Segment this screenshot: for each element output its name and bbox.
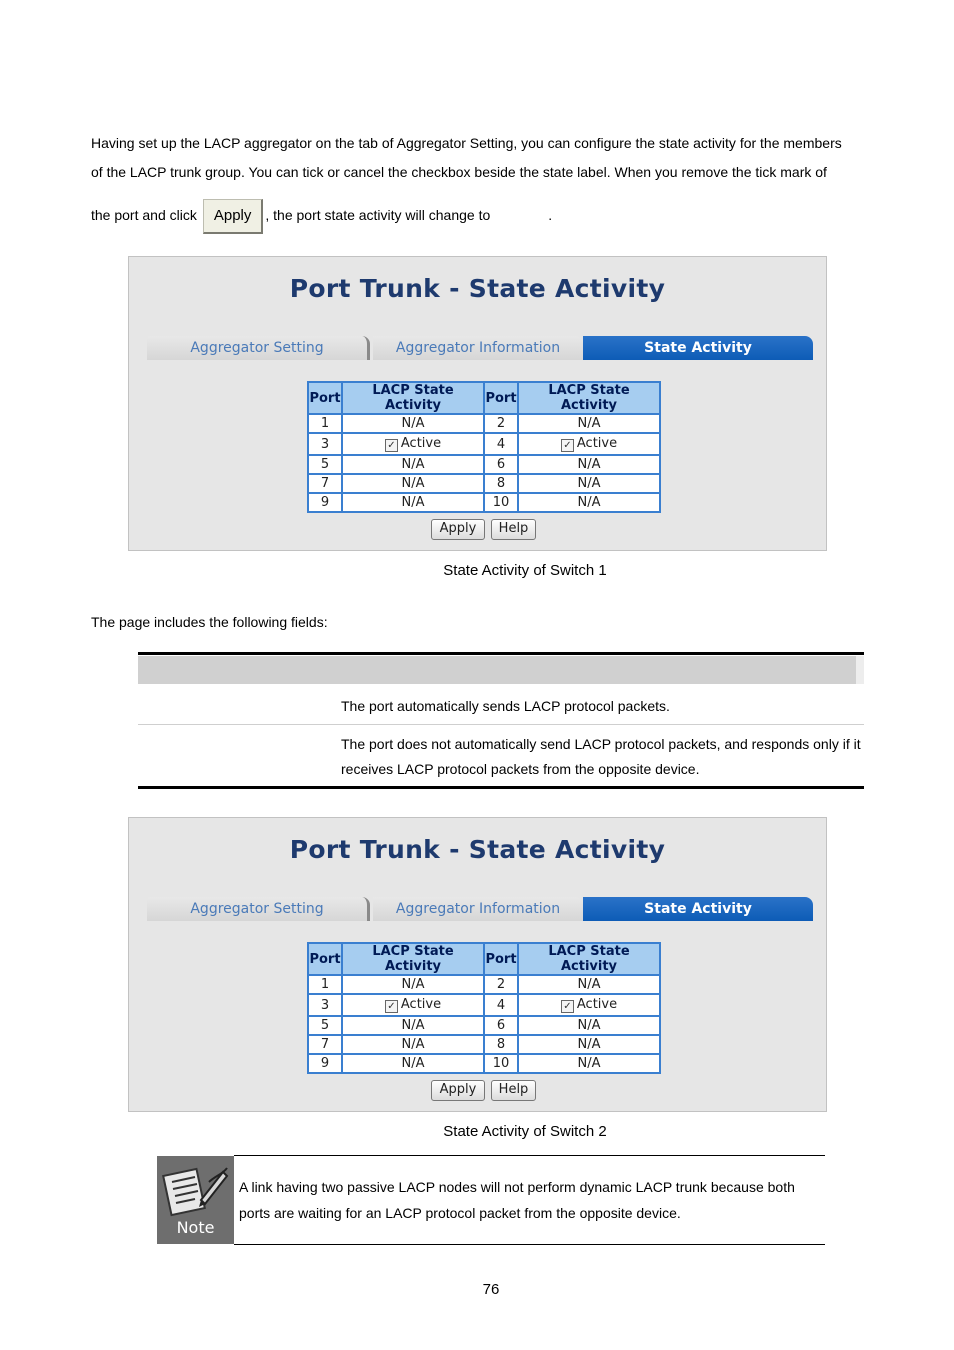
state-activity-table (307, 381, 661, 513)
port-cell: 7 (308, 1035, 342, 1054)
note-icon (157, 1156, 234, 1244)
state-cell: N/A (518, 493, 660, 512)
state-cell: N/A (342, 414, 484, 433)
port-cell: 6 (484, 1016, 518, 1035)
tab-aggregator-information[interactable]: Aggregator Information (373, 336, 583, 360)
intro-line-2: of the LACP trunk group. You can tick or cancel the checkbox beside the state label. When you remove the tick mark of (91, 164, 827, 180)
intro-paragraph (91, 129, 864, 187)
screenshot-title: Port Trunk - State Activity (289, 835, 666, 864)
field-description: The port does not automatically send LACP protocol packets, and responds only if it receives LACP protocol packets from the opposite device. (341, 736, 861, 777)
tab-state-activity[interactable]: State Activity (583, 897, 813, 921)
screenshot-title: Port Trunk - State Activity (289, 274, 666, 303)
state-cell: N/A (518, 975, 660, 994)
port-cell: 5 (308, 1016, 342, 1035)
col-header-state: LACP State Activity (342, 943, 484, 975)
tab-bar (147, 336, 813, 360)
port-cell: 4 (484, 433, 518, 455)
intro-line-3-post: , the port state activity will change to (265, 207, 491, 224)
col-header-port: Port (484, 943, 518, 975)
port-cell: 1 (308, 414, 342, 433)
state-cell: N/A (342, 1016, 484, 1035)
table-row (308, 414, 660, 433)
port-cell: 10 (484, 1054, 518, 1073)
port-cell: 2 (484, 414, 518, 433)
state-label: Active (400, 997, 442, 1012)
state-activity-screenshot-2 (128, 817, 827, 1112)
state-cell: N/A (518, 1035, 660, 1054)
state-cell: N/A (518, 1016, 660, 1035)
state-cell: N/A (342, 975, 484, 994)
state-cell (518, 994, 660, 1016)
state-cell: N/A (342, 455, 484, 474)
intro-line-3 (91, 199, 864, 234)
state-cell: N/A (518, 1054, 660, 1073)
intro-line-3-pre: the port and click (91, 207, 197, 224)
table-top-rule (138, 652, 864, 655)
table-row (308, 975, 660, 994)
tab-bar (147, 897, 813, 921)
col-header-state: LACP State Activity (518, 382, 660, 414)
note-icon-label: Note (176, 1218, 215, 1237)
state-cell (342, 433, 484, 455)
note-box (157, 1155, 825, 1245)
state-cell: N/A (342, 474, 484, 493)
col-header-port: Port (308, 382, 342, 414)
table-row (308, 1054, 660, 1073)
port-cell: 9 (308, 1054, 342, 1073)
port-cell: 3 (308, 994, 342, 1016)
table-header (138, 656, 864, 684)
state-cell: N/A (342, 493, 484, 512)
port-cell: 7 (308, 474, 342, 493)
state-activity-table (307, 942, 661, 1074)
state-cell: N/A (342, 1035, 484, 1054)
tab-aggregator-setting[interactable]: Aggregator Setting (147, 336, 370, 360)
port-cell: 4 (484, 994, 518, 1016)
help-button[interactable]: Help (491, 519, 536, 540)
port-cell: 10 (484, 493, 518, 512)
apply-button[interactable]: Apply (431, 1080, 485, 1101)
state-cell (342, 994, 484, 1016)
table-row (308, 1016, 660, 1035)
table-row (308, 474, 660, 493)
state-label: Active (576, 997, 618, 1012)
table-row (308, 1035, 660, 1054)
state-cell: N/A (342, 1054, 484, 1073)
help-button[interactable]: Help (491, 1080, 536, 1101)
port-cell: 8 (484, 474, 518, 493)
state-activity-screenshot-1 (128, 256, 827, 551)
state-label: Active (400, 436, 442, 451)
tab-aggregator-setting[interactable]: Aggregator Setting (147, 897, 370, 921)
page-number: 76 (482, 1281, 500, 1298)
table-row (308, 493, 660, 512)
state-cell: N/A (518, 455, 660, 474)
port-cell: 5 (308, 455, 342, 474)
note-top-rule (234, 1155, 825, 1156)
apply-button[interactable]: Apply (431, 519, 485, 540)
table-row (308, 994, 660, 1016)
col-header-port: Port (308, 943, 342, 975)
inline-apply-button: Apply (203, 199, 264, 234)
state-cell (518, 433, 660, 455)
table-row (308, 433, 660, 455)
field-row-passive (138, 730, 864, 784)
note-text: A link having two passive LACP nodes will not perform dynamic LACP trunk because both ports are waiting for an LACP protocol packet from the opposite device. (239, 1179, 795, 1221)
port-cell: 9 (308, 493, 342, 512)
state-cell: N/A (518, 474, 660, 493)
active-checkbox[interactable]: ✓ (561, 1000, 574, 1013)
port-cell: 6 (484, 455, 518, 474)
table-bottom-rule (138, 786, 864, 789)
port-cell: 1 (308, 975, 342, 994)
figure-caption-2: State Activity of Switch 2 (443, 1123, 607, 1140)
note-bottom-rule (234, 1244, 825, 1245)
table-row (308, 455, 660, 474)
port-cell: 2 (484, 975, 518, 994)
col-header-state: LACP State Activity (342, 382, 484, 414)
active-checkbox[interactable]: ✓ (561, 439, 574, 452)
tab-aggregator-information[interactable]: Aggregator Information (373, 897, 583, 921)
port-cell: 8 (484, 1035, 518, 1054)
active-checkbox[interactable]: ✓ (385, 439, 398, 452)
field-row-active (138, 692, 864, 725)
fields-intro: The page includes the following fields: (91, 614, 328, 630)
field-description: The port automatically sends LACP protocol packets. (341, 698, 670, 714)
active-checkbox[interactable]: ✓ (385, 1000, 398, 1013)
intro-line-3-end: . (548, 207, 553, 224)
intro-line-1: Having set up the LACP aggregator on the tab of Aggregator Setting, you can configure the state activity for the members (91, 135, 842, 151)
figure-caption-1: State Activity of Switch 1 (443, 562, 607, 579)
col-header-state: LACP State Activity (518, 943, 660, 975)
state-label: Active (576, 436, 618, 451)
tab-state-activity[interactable]: State Activity (583, 336, 813, 360)
port-cell: 3 (308, 433, 342, 455)
state-cell: N/A (518, 414, 660, 433)
col-header-port: Port (484, 382, 518, 414)
